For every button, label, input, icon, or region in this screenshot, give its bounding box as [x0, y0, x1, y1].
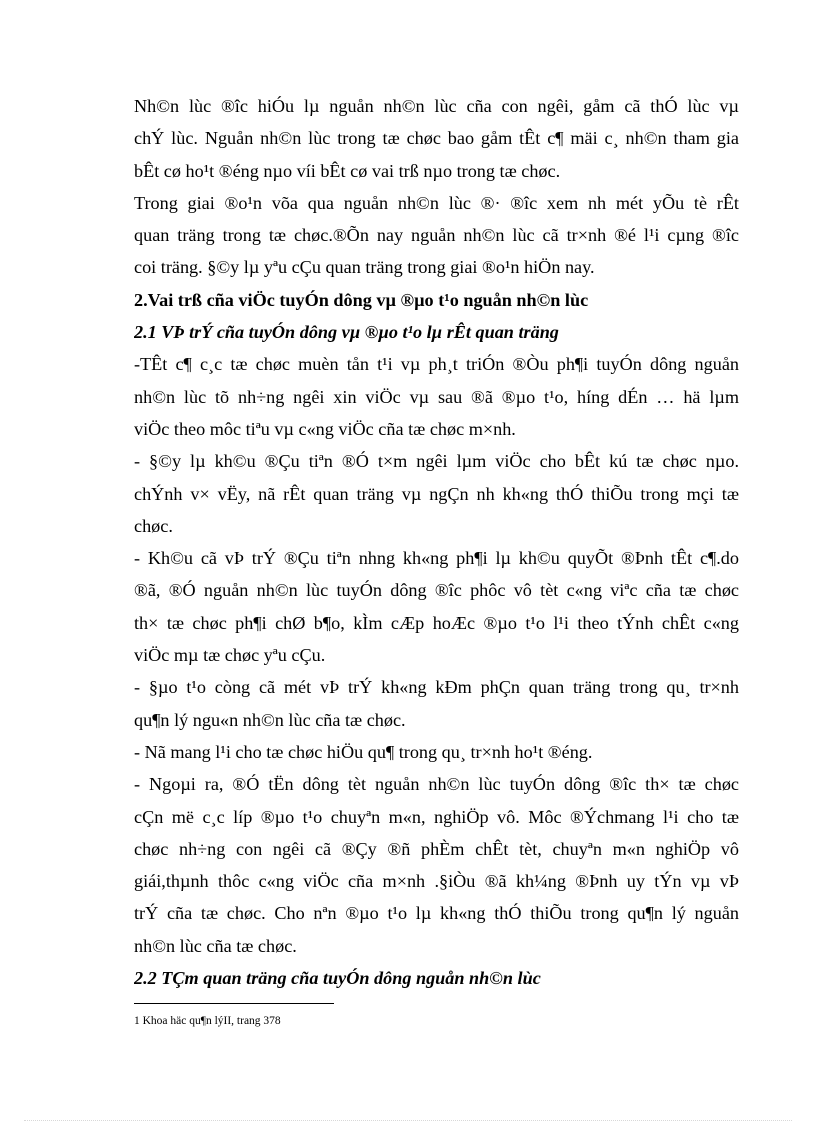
- paragraph-line: Nh©n lùc ®îc hiÓu lµ nguån nh©n lùc cña con ngêi, gåm cã thÓ lùc vµ: [134, 96, 739, 116]
- paragraph-line: Trong giai ®o¹n võa qua nguån nh©n lùc ®· ®îc xem nh mét yÕu tè rÊt: [134, 192, 739, 213]
- paragraph-line: trÝ cña tæ chøc. Cho nªn ®µo t¹o lµ kh«ng thÓ thiÕu trong qu¶n lý nguån: [134, 903, 739, 924]
- paragraph-line: chÝnh v× vËy, nã rÊt quan träng vµ ngÇn nh kh«ng thÓ thiÕu trong mçi tæ: [134, 483, 739, 504]
- section-heading: 2.Vai trß cña viÖc tuyÓn dông vµ ®µo t¹o nguån nh©n lùc: [134, 289, 589, 310]
- paragraph-line: viÖc theo môc tiªu vµ c«ng viÖc cña tæ chøc m×nh.: [134, 418, 516, 439]
- paragraph-line: giái,thµnh thôc c«ng viÖc cña m×nh .§iÒu ®ã kh¼ng ®Þnh uy tÝn vµ vÞ: [134, 871, 739, 892]
- paragraph-line: - Ngoµi ra, ®Ó tËn dông tèt nguån nh©n lùc tuyÓn dông ®îc th× tæ chøc: [134, 774, 739, 795]
- footnote: 1 Khoa häc qu¶n lýII, trang 378: [134, 1015, 281, 1027]
- subsection-heading: 2.2 TÇm quan träng cña tuyÓn dông nguån nh©n lùc: [134, 968, 541, 989]
- paragraph-line: chøc nh÷ng con ngêi cã ®Çy ®ñ phÈm chÊt tèt, chuyªn m«n nghiÖp vô: [134, 838, 739, 859]
- body-text: [134, 90, 739, 994]
- paragraph-line: cÇn më c¸c líp ®µo t¹o chuyªn m«n, nghiÖp vô. Môc ®Ýchmang l¹i cho tæ: [134, 806, 739, 827]
- paragraph-line: nh©n lùc tõ nh÷ng ngêi xin viÖc vµ sau ®ã ®µo t¹o, híng dÉn … hä lµm: [134, 386, 739, 407]
- paragraph-line: -TÊt c¶ c¸c tæ chøc muèn tån t¹i vµ ph¸t triÓn ®Òu ph¶i tuyÓn dông nguån: [134, 354, 739, 375]
- footnote-separator: [134, 1003, 334, 1004]
- paragraph-line: ®ã, ®Ó nguån nh©n lùc tuyÓn dông ®îc phôc vô tèt c«ng viªc cña tæ chøc: [134, 580, 739, 601]
- paragraph-line: chøc.: [134, 515, 173, 536]
- paragraph-line: - §µo t¹o còng cã mét vÞ trÝ kh«ng kÐm phÇn quan träng trong qu¸ tr×nh: [134, 677, 739, 698]
- paragraph-line: bÊt cø ho¹t ®éng nµo víi bÊt cø vai trß nµo trong tæ chøc.: [134, 160, 561, 181]
- paragraph-line: - Kh©u cã vÞ trÝ ®Çu tiªn nhng kh«ng ph¶i lµ kh©u quyÕt ®Þnh tÊt c¶.do: [134, 548, 739, 569]
- paragraph-line: chÝ lùc. Nguån nh©n lùc trong tæ chøc bao gåm tÊt c¶ mäi c¸ nh©n tham gia: [134, 128, 739, 149]
- paragraph-line: - §©y lµ kh©u ®Çu tiªn ®Ó t×m ngêi lµm viÖc cho bÊt kú tæ chøc nµo.: [134, 451, 739, 472]
- paragraph-line: qu¶n lý ngu«n nh©n lùc cña tæ chøc.: [134, 709, 406, 730]
- paragraph-line: coi träng. §©y lµ yªu cÇu quan träng trong giai ®o¹n hiÖn nay.: [134, 257, 595, 278]
- paragraph-line: nh©n lùc cña tæ chøc.: [134, 935, 297, 956]
- subsection-heading: 2.1 VÞ trÝ cña tuyÓn dông vµ ®µo t¹o lµ rÊt quan träng: [134, 322, 559, 343]
- paragraph-line: - Nã mang l¹i cho tæ chøc hiÖu qu¶ trong qu¸ tr×nh ho¹t ®éng.: [134, 741, 593, 762]
- paragraph-line: viÖc mµ tæ chøc yªu cÇu.: [134, 645, 326, 666]
- paragraph-line: quan träng trong tæ chøc.®Õn nay nguån nh©n lùc cã tr×nh ®é l¹i cµng ®îc: [134, 225, 739, 246]
- page-bottom-border: [24, 1120, 792, 1121]
- paragraph-line: th× tæ chøc ph¶i chØ b¶o, kÌm cÆp hoÆc ®µo t¹o l¹i theo tÝnh chÊt c«ng: [134, 612, 739, 633]
